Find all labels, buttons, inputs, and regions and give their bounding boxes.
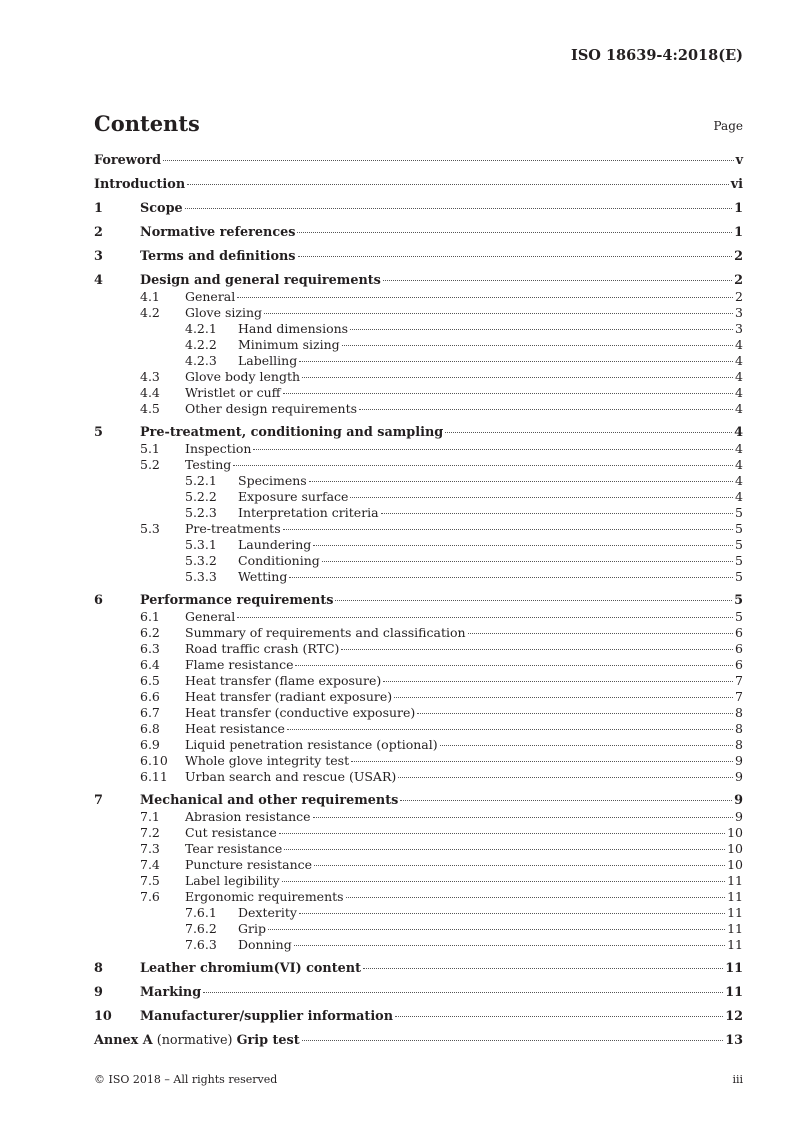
toc-entry[interactable] xyxy=(94,569,743,585)
annex-normative-tag: (normative) xyxy=(156,1033,233,1048)
toc-entry-page: 9 xyxy=(735,769,743,784)
toc-entry-number: 5.1 xyxy=(140,441,160,456)
toc-entry-label: Inspection xyxy=(185,441,252,456)
toc-entry-number: 6.4 xyxy=(140,657,160,672)
toc-entry-label: Ergonomic requirements xyxy=(185,889,344,904)
toc-entry-label: Pre-treatment, conditioning and sampling xyxy=(140,425,444,440)
dot-leader xyxy=(335,600,732,601)
toc-entry-page: vi xyxy=(730,177,743,192)
toc-entry-page: 9 xyxy=(734,793,743,808)
dot-leader xyxy=(398,777,733,778)
toc-entry-label: Laundering xyxy=(238,537,312,552)
toc-entry-number: 8 xyxy=(94,961,103,976)
dot-leader xyxy=(322,561,733,562)
dot-leader xyxy=(381,513,733,514)
dot-leader xyxy=(237,617,733,618)
toc-entry-number: 4.2.3 xyxy=(185,353,217,368)
toc-entry-page: 10 xyxy=(727,825,743,840)
toc-entry[interactable] xyxy=(94,593,743,609)
toc-entry[interactable] xyxy=(94,1033,743,1049)
toc-entry-label: Marking xyxy=(140,985,202,1000)
toc-entry-page: 11 xyxy=(727,921,743,936)
toc-entry-label: Tear resistance xyxy=(185,841,283,856)
toc-entry-page: 6 xyxy=(735,641,743,656)
toc-entry-page: 3 xyxy=(735,321,743,336)
toc-entry[interactable] xyxy=(94,857,743,873)
toc-entry[interactable] xyxy=(94,1009,743,1025)
toc-entry[interactable] xyxy=(94,641,743,657)
dot-leader xyxy=(295,665,733,666)
toc-entry[interactable] xyxy=(94,201,743,217)
dot-leader xyxy=(264,313,733,314)
toc-entry-label: Testing xyxy=(185,457,232,472)
dot-leader xyxy=(341,649,733,650)
toc-entry[interactable] xyxy=(94,473,743,489)
dot-leader xyxy=(233,465,733,466)
toc-entry[interactable] xyxy=(94,657,743,673)
dot-leader xyxy=(187,184,729,185)
toc-entry-label: Whole glove integrity test xyxy=(185,753,350,768)
toc-entry-label: Dexterity xyxy=(238,905,297,920)
toc-entry-number: 6 xyxy=(94,593,103,608)
dot-leader xyxy=(309,481,733,482)
toc-entry-number: 7.6.2 xyxy=(185,921,217,936)
dot-leader xyxy=(237,297,733,298)
toc-entry-label: Exposure surface xyxy=(238,489,349,504)
toc-entry-number: 6.9 xyxy=(140,737,160,752)
toc-entry-number: 5.3 xyxy=(140,521,160,536)
toc-entry-number: 6.3 xyxy=(140,641,160,656)
toc-entry-number: 1 xyxy=(94,201,103,216)
toc-entry[interactable] xyxy=(94,321,743,337)
toc-entry-page: 1 xyxy=(734,201,743,216)
dot-leader xyxy=(313,817,734,818)
toc-entry-page: 4 xyxy=(735,337,743,352)
toc-entry-number: 5.2.2 xyxy=(185,489,217,504)
dot-leader xyxy=(287,729,733,730)
toc-entry-label: Heat transfer (radiant exposure) xyxy=(185,689,393,704)
toc-entry-number: 7.6 xyxy=(140,889,160,904)
toc-entry-page: 4 xyxy=(735,353,743,368)
toc-entry[interactable] xyxy=(94,753,743,769)
toc-entry-number: 7.5 xyxy=(140,873,160,888)
dot-leader xyxy=(268,929,725,930)
toc-entry-page: 9 xyxy=(735,753,743,768)
toc-entry[interactable] xyxy=(94,305,743,321)
toc-entry-label: Performance requirements xyxy=(140,593,334,608)
document-id: ISO 18639-4:2018(E) xyxy=(571,47,743,64)
toc-entry-page: 4 xyxy=(734,425,743,440)
toc-entry-label: Donning xyxy=(238,937,292,952)
page-number: iii xyxy=(732,1073,743,1086)
toc-entry[interactable] xyxy=(94,961,743,977)
dot-leader xyxy=(282,881,725,882)
dot-leader xyxy=(395,1016,723,1017)
toc-entry-label: Conditioning xyxy=(238,553,320,568)
toc-entry-label: General xyxy=(185,289,236,304)
dot-leader xyxy=(359,409,733,410)
dot-leader xyxy=(440,745,733,746)
toc-entry-number: 6.2 xyxy=(140,625,160,640)
toc-entry-label: Flame resistance xyxy=(185,657,294,672)
toc-entry[interactable] xyxy=(94,537,743,553)
toc-entry[interactable] xyxy=(94,889,743,905)
toc-entry[interactable] xyxy=(94,873,743,889)
dot-leader xyxy=(279,833,725,834)
dot-leader xyxy=(297,232,732,233)
toc-entry-number: 5.3.1 xyxy=(185,537,217,552)
toc-entry-number: 4.1 xyxy=(140,289,160,304)
toc-entry-page: 6 xyxy=(735,657,743,672)
toc-entry-label: Summary of requirements and classification xyxy=(185,625,466,640)
toc-entry[interactable] xyxy=(94,689,743,705)
toc-entry[interactable] xyxy=(94,609,743,625)
toc-entry-label: Scope xyxy=(140,201,183,216)
toc-entry[interactable] xyxy=(94,937,743,953)
toc-entry-label: Normative references xyxy=(140,225,296,240)
toc-entry-page: 5 xyxy=(735,521,743,536)
dot-leader xyxy=(383,280,732,281)
toc-entry-page: 11 xyxy=(727,905,743,920)
toc-entry-number: 4.2 xyxy=(140,305,160,320)
toc-entry-page: 5 xyxy=(735,537,743,552)
toc-entry-label: Heat transfer (conductive exposure) xyxy=(185,705,416,720)
toc-entry-label: Terms and definitions xyxy=(140,249,296,264)
dot-leader xyxy=(350,497,733,498)
toc-entry[interactable] xyxy=(94,705,743,721)
toc-entry-page: 11 xyxy=(727,873,743,888)
toc-entry-page: 4 xyxy=(735,441,743,456)
toc-entry-label: Puncture resistance xyxy=(185,857,313,872)
toc-entry-page: 11 xyxy=(727,889,743,904)
toc-entry-label: Pre-treatments xyxy=(185,521,281,536)
toc-entry-number: 5.2 xyxy=(140,457,160,472)
toc-entry-number: 5 xyxy=(94,425,103,440)
toc-entry[interactable] xyxy=(94,489,743,505)
toc-entry[interactable] xyxy=(94,737,743,753)
dot-leader xyxy=(468,633,733,634)
toc-entry[interactable] xyxy=(94,841,743,857)
toc-entry[interactable] xyxy=(94,225,743,241)
dot-leader xyxy=(203,992,723,993)
toc-entry-page: 11 xyxy=(727,937,743,952)
toc-entry-page: 4 xyxy=(735,473,743,488)
toc-entry-number: 3 xyxy=(94,249,103,264)
toc-entry-number: 7.2 xyxy=(140,825,160,840)
toc-entry-label: Abrasion resistance xyxy=(185,809,311,824)
toc-entry-page: 8 xyxy=(735,737,743,752)
dot-leader xyxy=(350,329,733,330)
toc-entry[interactable] xyxy=(94,673,743,689)
toc-entry-number: 7 xyxy=(94,793,103,808)
dot-leader xyxy=(294,945,725,946)
toc-entry-page: 5 xyxy=(735,553,743,568)
toc-entry-number: 4.2.1 xyxy=(185,321,217,336)
toc-entry-label: Urban search and rescue (USAR) xyxy=(185,769,397,784)
toc-entry[interactable] xyxy=(94,249,743,265)
toc-entry-number: 6.6 xyxy=(140,689,160,704)
toc-entry-number: 5.3.2 xyxy=(185,553,217,568)
toc-entry[interactable] xyxy=(94,769,743,785)
toc-entry-label: Introduction xyxy=(94,177,186,192)
toc-entry-label: General xyxy=(185,609,236,624)
dot-leader xyxy=(185,208,732,209)
toc-entry[interactable] xyxy=(94,401,743,417)
toc-entry-page: 9 xyxy=(735,809,743,824)
toc-entry-number: 4.2.2 xyxy=(185,337,217,352)
page-column-label: Page xyxy=(713,119,743,133)
toc-entry-number: 6.8 xyxy=(140,721,160,736)
toc-entry-label: Minimum sizing xyxy=(238,337,340,352)
toc-entry-page: 4 xyxy=(735,457,743,472)
toc-entry-page: 4 xyxy=(735,401,743,416)
toc-entry-label: Annex A xyxy=(94,1033,153,1048)
dot-leader xyxy=(351,761,733,762)
toc-entry-number: 4 xyxy=(94,273,103,288)
toc-entry-page: 10 xyxy=(727,857,743,872)
dot-leader xyxy=(363,968,723,969)
toc-entry[interactable] xyxy=(94,457,743,473)
toc-entry-number: 10 xyxy=(94,1009,112,1024)
toc-entry-number: 7.6.3 xyxy=(185,937,217,952)
toc-entry-number: 9 xyxy=(94,985,103,1000)
toc-entry-label: Cut resistance xyxy=(185,825,277,840)
toc-entry-label: Heat transfer (flame exposure) xyxy=(185,673,382,688)
toc-entry[interactable] xyxy=(94,369,743,385)
toc-entry-number: 7.6.1 xyxy=(185,905,217,920)
toc-entry-number: 6.5 xyxy=(140,673,160,688)
toc-entry-number: 6.1 xyxy=(140,609,160,624)
toc-entry[interactable] xyxy=(94,153,743,169)
dot-leader xyxy=(342,345,733,346)
toc-entry[interactable] xyxy=(94,289,743,305)
toc-entry-label: Hand dimensions xyxy=(238,321,349,336)
toc-entry-label: Label legibility xyxy=(185,873,280,888)
toc-entry-page: 8 xyxy=(735,721,743,736)
toc-entry-page: 5 xyxy=(734,593,743,608)
toc-entry-number: 5.3.3 xyxy=(185,569,217,584)
toc-entry-label: Glove body length xyxy=(185,369,301,384)
toc-entry-number: 5.2.3 xyxy=(185,505,217,520)
toc-entry-page: 12 xyxy=(725,1009,743,1024)
toc-entry-label: Labelling xyxy=(238,353,298,368)
dot-leader xyxy=(299,361,733,362)
toc-entry[interactable] xyxy=(94,385,743,401)
toc-entry-number: 7.1 xyxy=(140,809,160,824)
toc-entry-label: Foreword xyxy=(94,153,162,168)
dot-leader xyxy=(346,897,726,898)
dot-leader xyxy=(289,577,733,578)
toc-entry[interactable] xyxy=(94,505,743,521)
toc-entry-page: 2 xyxy=(734,273,743,288)
toc-entry[interactable] xyxy=(94,337,743,353)
toc-entry-number: 4.3 xyxy=(140,369,160,384)
toc-entry-label: Glove sizing xyxy=(185,305,262,320)
toc-entry[interactable] xyxy=(94,625,743,641)
toc-entry-number: 6.10 xyxy=(140,753,168,768)
toc-entry-page: 8 xyxy=(735,705,743,720)
toc-entry-page: 2 xyxy=(735,289,743,304)
toc-entry[interactable] xyxy=(94,273,743,289)
toc-entry-number: 6.7 xyxy=(140,705,160,720)
toc-entry-number: 4.5 xyxy=(140,401,160,416)
toc-entry-label: Mechanical and other requirements xyxy=(140,793,399,808)
toc-entry[interactable] xyxy=(94,825,743,841)
toc-entry-page: 7 xyxy=(735,673,743,688)
toc-entry-label: Liquid penetration resistance (optional) xyxy=(185,737,438,752)
dot-leader xyxy=(253,449,733,450)
dot-leader xyxy=(299,913,725,914)
page-title: Contents xyxy=(94,111,200,136)
toc-entry-page: 4 xyxy=(735,369,743,384)
toc-entry-label: Specimens xyxy=(238,473,307,488)
toc-entry-page: 5 xyxy=(735,609,743,624)
toc-entry-label: Other design requirements xyxy=(185,401,358,416)
toc-entry-label: Manufacturer/supplier information xyxy=(140,1009,394,1024)
toc-entry-label: Road traffic crash (RTC) xyxy=(185,641,340,656)
toc-entry-page: 6 xyxy=(735,625,743,640)
dot-leader xyxy=(302,377,733,378)
dot-leader xyxy=(302,1040,724,1041)
toc-entry-label: Leather chromium(VI) content xyxy=(140,961,361,976)
dot-leader xyxy=(283,393,734,394)
toc-entry-page: 7 xyxy=(735,689,743,704)
toc-entry-page: 11 xyxy=(725,985,743,1000)
toc-entry-label: Grip xyxy=(238,921,266,936)
toc-entry-label: Interpretation criteria xyxy=(238,505,379,520)
toc-entry-number: 7.3 xyxy=(140,841,160,856)
toc-entry[interactable] xyxy=(94,921,743,937)
toc-entry-page: 3 xyxy=(735,305,743,320)
toc-entry-page: v xyxy=(735,153,743,168)
dot-leader xyxy=(298,256,733,257)
toc-entry[interactable] xyxy=(94,553,743,569)
dot-leader xyxy=(283,529,733,530)
toc-entry-label: Wetting xyxy=(238,569,288,584)
dot-leader xyxy=(313,545,733,546)
dot-leader xyxy=(394,697,733,698)
toc-entry-page: 13 xyxy=(725,1033,743,1048)
toc-entry-page: 1 xyxy=(734,225,743,240)
toc-entry-page: 2 xyxy=(734,249,743,264)
toc-entry[interactable] xyxy=(94,985,743,1001)
dot-leader xyxy=(284,849,725,850)
toc-entry-page: 10 xyxy=(727,841,743,856)
toc-entry-number: 7.4 xyxy=(140,857,160,872)
dot-leader xyxy=(400,800,732,801)
dot-leader xyxy=(417,713,733,714)
dot-leader xyxy=(314,865,725,866)
toc-entry[interactable] xyxy=(94,721,743,737)
toc-entry[interactable] xyxy=(94,809,743,825)
copyright-notice: © ISO 2018 – All rights reserved xyxy=(94,1073,278,1086)
toc-entry[interactable] xyxy=(94,521,743,537)
annex-title: Grip test xyxy=(236,1033,300,1048)
toc-entry-label: Heat resistance xyxy=(185,721,285,736)
toc-entry-number: 4.4 xyxy=(140,385,160,400)
toc-entry[interactable] xyxy=(94,177,743,193)
toc-entry[interactable] xyxy=(94,353,743,369)
toc-entry[interactable] xyxy=(94,441,743,457)
toc-entry[interactable] xyxy=(94,905,743,921)
dot-leader xyxy=(383,681,733,682)
dot-leader xyxy=(445,432,732,433)
dot-leader xyxy=(163,160,734,161)
toc-entry-page: 5 xyxy=(735,569,743,584)
toc-entry-page: 11 xyxy=(725,961,743,976)
toc-entry[interactable] xyxy=(94,793,743,809)
toc-entry-number: 6.11 xyxy=(140,769,168,784)
toc-entry-label: Design and general requirements xyxy=(140,273,381,288)
toc-entry-page: 4 xyxy=(735,489,743,504)
toc-entry-label: Wristlet or cuff xyxy=(185,385,281,400)
toc-entry-number: 5.2.1 xyxy=(185,473,217,488)
toc-entry-page: 5 xyxy=(735,505,743,520)
toc-entry-number: 2 xyxy=(94,225,103,240)
toc-entry-page: 4 xyxy=(735,385,743,400)
toc-entry[interactable] xyxy=(94,425,743,441)
